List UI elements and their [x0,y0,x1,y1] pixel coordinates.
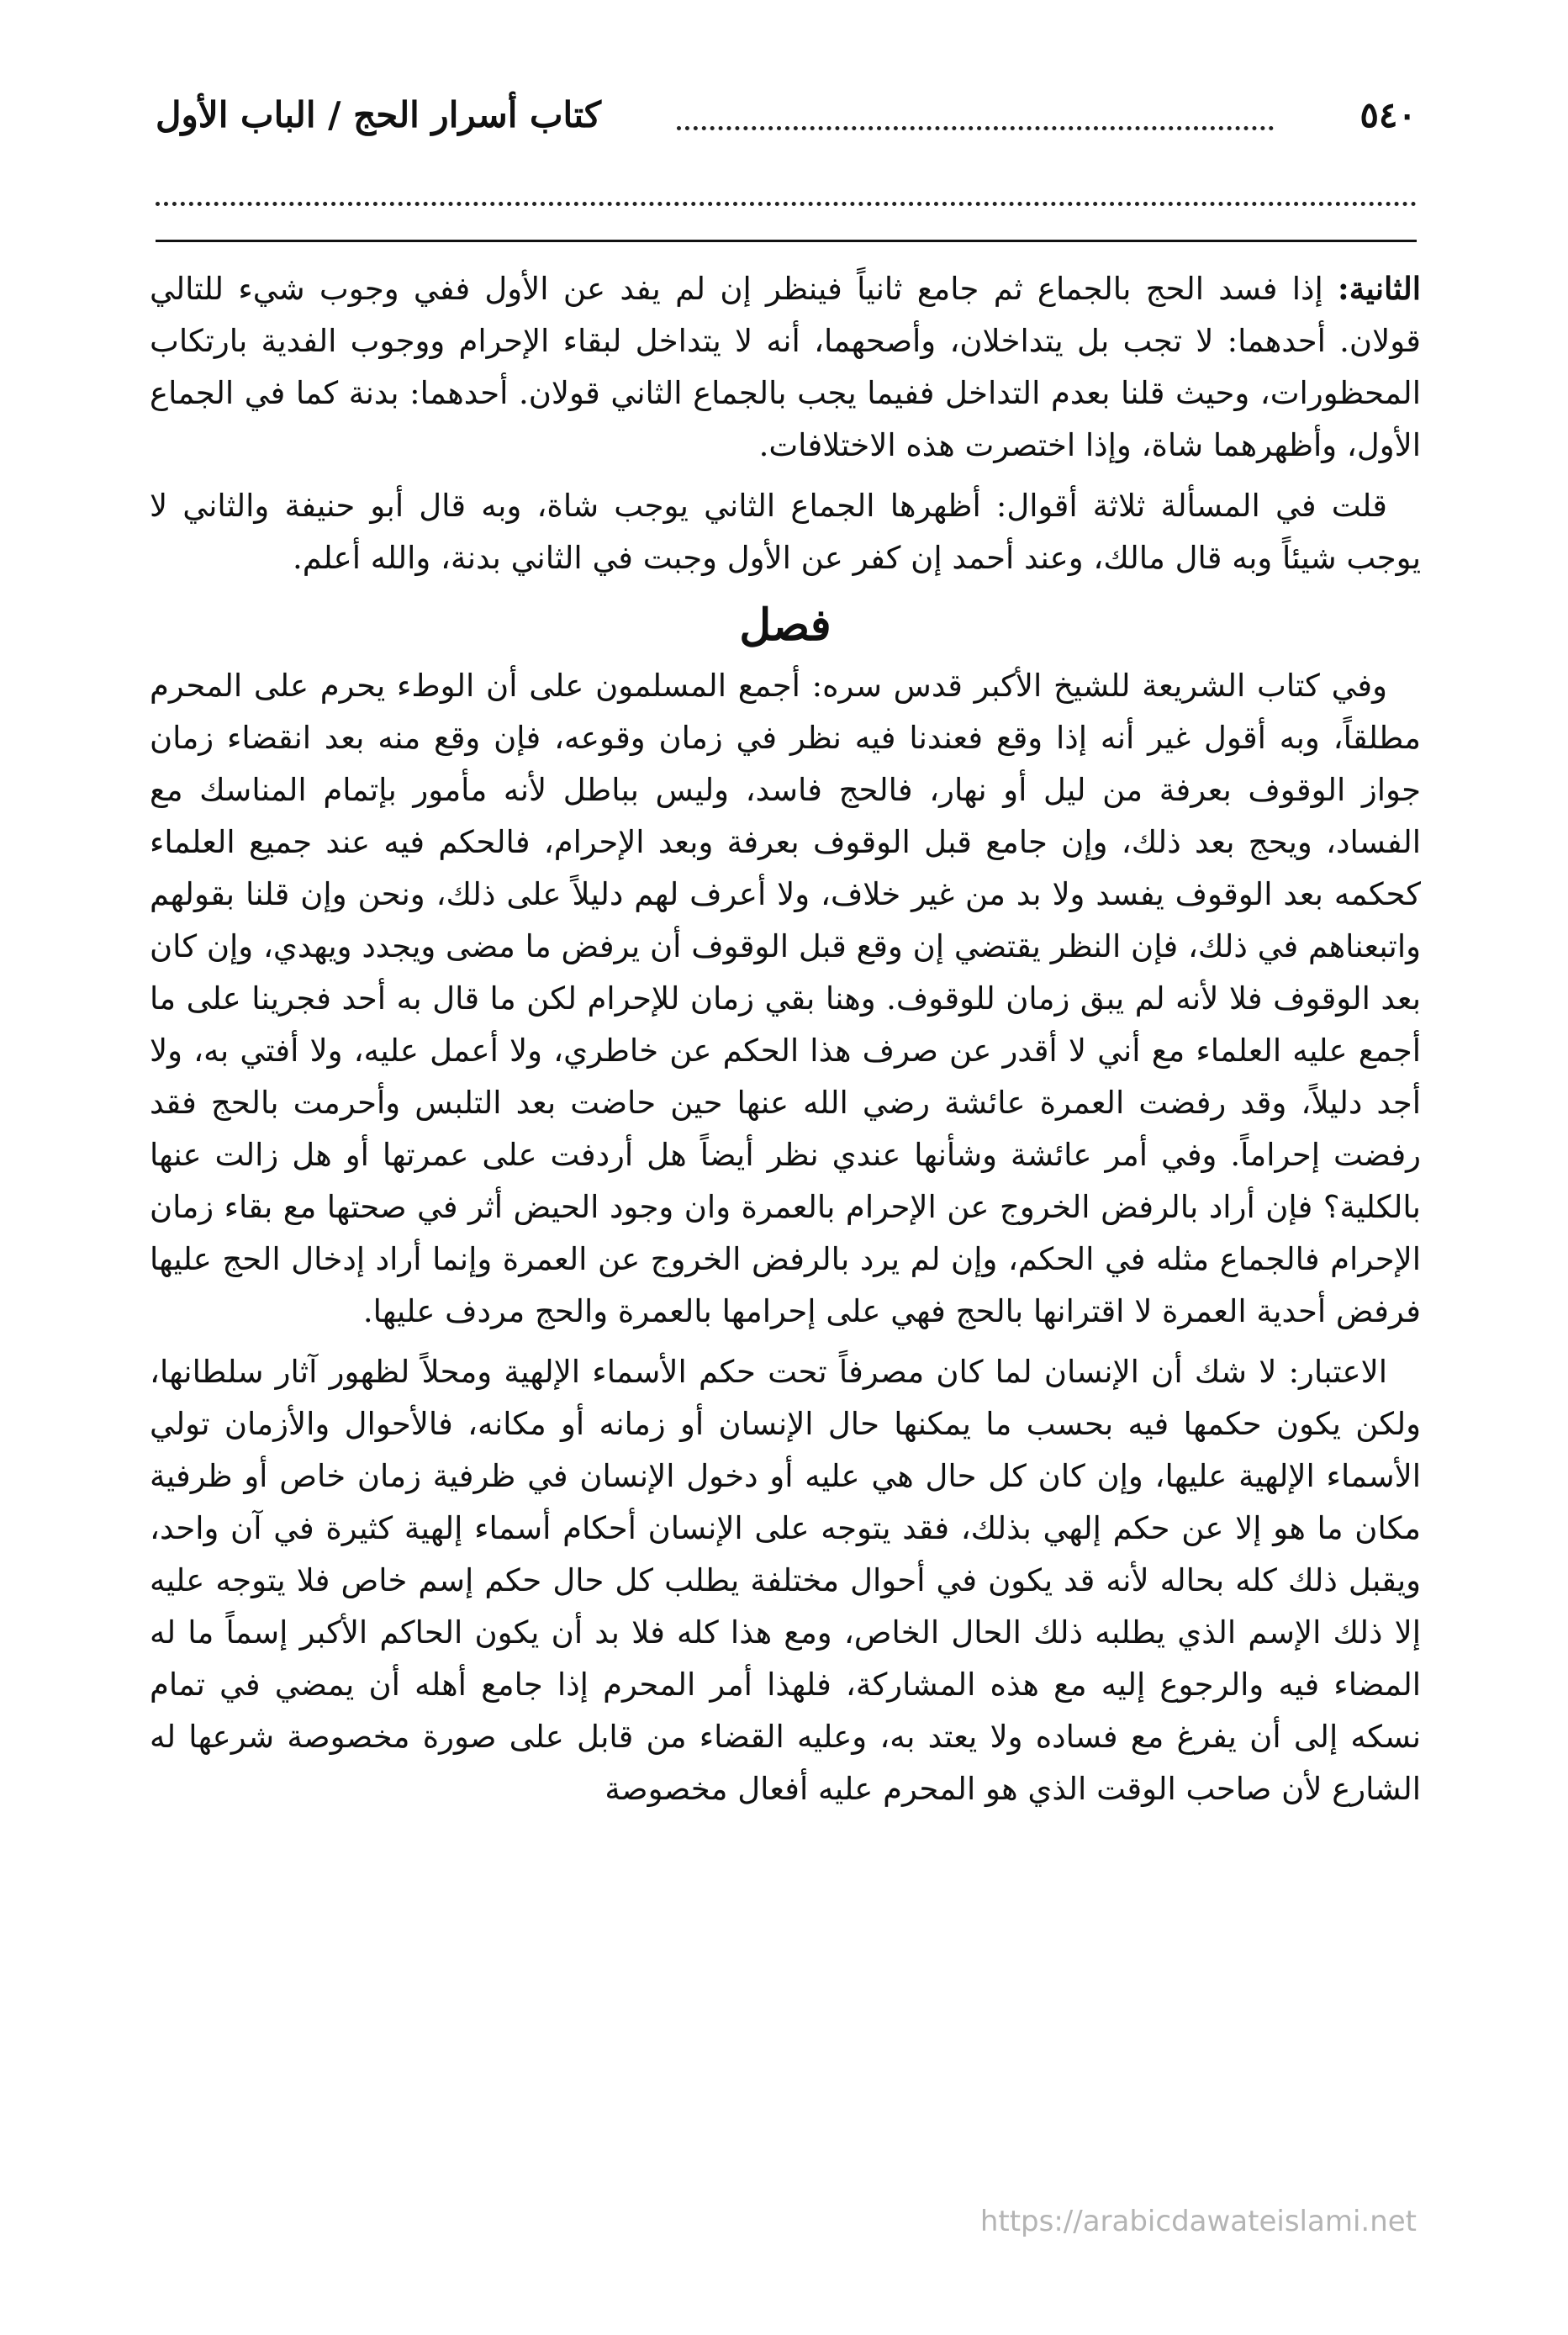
paragraph-4: الاعتبار: لا شك أن الإنسان لما كان مصرفاً تحت حكم الأسماء الإلهية ومحلاً لظهور آثار سلطانها، ولكن يكون حكمها فيه بحسب ما يمكنها حال الإنسان أو زمانه أو مكانه، فالأحوال والأزمان تولي الأسماء الإلهية عليها، وإن كان كل حال هي عليه أو دخول الإنسان في ظرفية زمان خاص أو ظرفية مكان ما هو إلا عن حكم إلهي بذلك، فقد يتوجه على الإنسان أحكام أسماء إلهية كثيرة في آن واحد، ويقبل ذلك كله بحاله لأنه قد يكون في أحوال مختلفة يطلب كل حال حكم إسم خاص فلا يتوجه عليه إلا ذلك الإسم الذي يطلبه ذلك الحال الخاص، ومع هذا كله فلا بد أن يكون الحاكم الأكبر إسماً ما له المضاء فيه والرجوع إليه مع هذه المشاركة، فلهذا أمر المحرم إذا جامع أهله أن يمضي في تمام نسكه إلى أن يفرغ مع فساده ولا يعتد به، وعليه القضاء من قابل على صورة مخصوصة شرعها له الشارع لأن صاحب الوقت الذي هو المحرم عليه أفعال مخصوصة [150,1354,1421,1807]
paragraph-1-lead: الثانية: [1338,270,1421,307]
paragraph-1 [150,262,1421,472]
page-number: ٥٤٠ [1359,94,1417,135]
header-rule [156,240,1417,242]
running-title: كتاب أسرار الحج / الباب الأول [156,94,602,135]
page-body [150,262,1421,1824]
paragraph-3: وفي كتاب الشريعة للشيخ الأكبر قدس سره: أجمع المسلمون على أن الوطء يحرم على المحرم مطلقاً، وبه أقول غير أنه إذا وقع فعندنا فيه نظر في زمان وقوعه، فإن وقع منه بعد انقضاء زمان جواز الوقوف بعرفة من ليل أو نهار، فالحج فاسد، وليس بباطل لأنه مأمور بإتمام المناسك مع الفساد، ويحج بعد ذلك، وإن جامع قبل الوقوف بعرفة وبعد الإحرام، فالحكم فيه عند جميع العلماء كحكمه بعد الوقوف يفسد ولا بد من غير خلاف، ولا أعرف لهم دليلاً على ذلك، ونحن وإن قلنا بقولهم واتبعناهم في ذلك، فإن النظر يقتضي إن وقع قبل الوقوف أن يرفض ما مضى ويجدد ويهدي، وإن كان بعد الوقوف فلا لأنه لم يبق زمان للوقوف. وهنا بقي زمان للإحرام لكن ما قال به أحد فجرينا على ما أجمع عليه العلماء مع أني لا أقدر عن صرف هذا الحكم عن خاطري، ولا أعمل عليه، ولا أفتي به، ولا أجد دليلاً، وقد رفضت العمرة عائشة رضي الله عنها حين حاضت بعد التلبس وأحرمت بالحج فقد رفضت إحراماً. وفي أمر عائشة وشأنها عندي نظر أيضاً هل أردفت على عمرتها أو هل زالت عنها بالكلية؟ فإن أراد بالرفض الخروج عن الإحرام بالعمرة وان وجود الحيض أثر في صحتها مع بقاء زمان الإحرام فالجماع مثله في الحكم، وإن لم يرد بالرفض الخروج عن العمرة وإنما أراد إدخال الحج عليها فرفض أحدية العمرة لا اقترانها بالحج فهي على إحرامها بالعمرة والحج مردف عليها. [150,668,1421,1329]
section-heading: فصل [739,600,832,651]
header-dotted-line [156,202,1417,206]
page-header [156,84,1417,160]
paragraph-1-text: إذا فسد الحج بالجماع ثم جامع ثانياً فينظر إن لم يفد عن الأول ففي وجوب شيء للتالي قولان. أحدهما: لا تجب بل يتداخلان، وأصحهما، أنه لا يتداخل لبقاء الإحرام ووجوب الفدية بارتكاب المحظورات، وحيث قلنا بعدم التداخل ففيما يجب بالجماع الثاني قولان. أحدهما: بدنة كما في الجماع الأول، وأظهرهما شاة، وإذا اختصرت هذه الاختلافات. [150,271,1421,463]
watermark-url: https://arabicdawateislami.net [979,2205,1417,2238]
title-leader-dots [677,126,1274,130]
paragraph-2: قلت في المسألة ثلاثة أقوال: أظهرها الجماع الثاني يوجب شاة، وبه قال أبو حنيفة والثاني لا يوجب شيئاً وبه قال مالك، وعند أحمد إن كفر عن الأول وجبت في الثاني بدنة، والله أعلم. [150,488,1421,576]
